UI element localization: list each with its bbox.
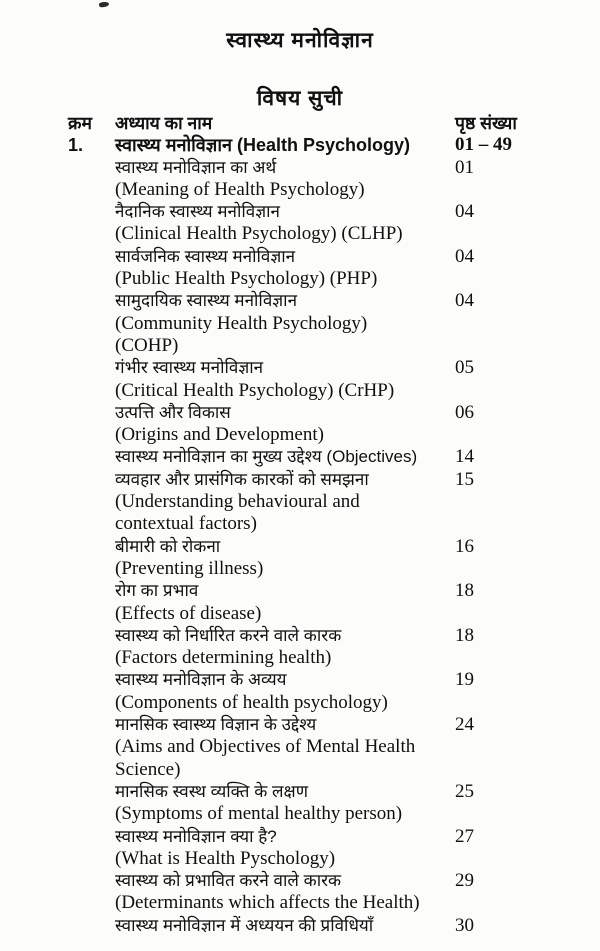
- toc-entry-page: 18: [455, 580, 474, 602]
- toc-entry: [0, 781, 600, 803]
- toc-heading: विषय सुची: [256, 87, 344, 110]
- toc-entry-text: स्वास्थ्य मनोविज्ञान क्या है?: [115, 826, 277, 846]
- toc-entry: [0, 892, 600, 914]
- chapter-row: [0, 134, 600, 156]
- toc-entry-text: (What is Health Pyschology): [115, 847, 336, 869]
- toc-entry-text: (Factors determining health): [115, 647, 332, 669]
- toc-entry-page: 19: [455, 669, 474, 691]
- toc-entry-page: 15: [455, 468, 474, 490]
- toc-entry-page: 24: [455, 714, 474, 736]
- toc-entry: [0, 848, 600, 870]
- toc-entry-page: 04: [455, 201, 474, 223]
- toc-entry: [0, 647, 600, 669]
- toc-entry: [0, 491, 600, 513]
- toc-entry-page: 01: [455, 156, 474, 178]
- toc-entry: [0, 536, 600, 558]
- toc-entry: [0, 513, 600, 535]
- toc-entry-text: स्वास्थ्य मनोविज्ञान का अर्थ: [115, 157, 277, 177]
- toc-entry-page: 14: [455, 446, 474, 468]
- toc-entry-text: सार्वजनिक स्वास्थ्य मनोविज्ञान: [115, 246, 296, 266]
- toc-entry: [0, 268, 600, 290]
- toc-entry-page: 04: [455, 245, 474, 267]
- toc-entry-text: स्वास्थ्य मनोविज्ञान का मुख्य उद्देश्य (Objectives): [115, 447, 418, 467]
- toc-entry-text: (Preventing illness): [115, 557, 264, 579]
- toc-entry-text: (Understanding behavioural and: [115, 491, 360, 513]
- toc-entry-text: सामुदायिक स्वास्थ्य मनोविज्ञान: [115, 291, 298, 311]
- toc-entry-text: उत्पत्ति और विकास: [115, 402, 231, 422]
- toc-entry-text: स्वास्थ्य मनोविज्ञान के अव्यय: [115, 670, 287, 690]
- chapter-title: स्वास्थ्य मनोविज्ञान (Health Psychology): [115, 135, 411, 156]
- toc-entry-text: स्वास्थ्य को निर्धारित करने वाले कारक: [115, 625, 342, 645]
- toc-entry-page: 16: [455, 535, 474, 557]
- toc-entry: [0, 157, 600, 179]
- toc-entry: [0, 736, 600, 758]
- toc-entry: [0, 558, 600, 580]
- toc-entry-text: रोग का प्रभाव: [115, 581, 199, 601]
- header-chapter-name: अध्याय का नाम: [115, 113, 213, 133]
- toc-entry-text: मानसिक स्वस्थ व्यक्ति के लक्षण: [115, 781, 308, 801]
- toc-entry-text: (Community Health Psychology): [115, 312, 368, 334]
- toc-entry-page: 06: [455, 401, 474, 423]
- toc-entry: [0, 870, 600, 892]
- header-serial: क्रम: [68, 113, 92, 133]
- toc-entry-text: स्वास्थ्य मनोविज्ञान में अध्ययन की प्रविधियाँ: [115, 915, 374, 935]
- toc-entry-text: गंभीर स्वास्थ्य मनोविज्ञान: [115, 358, 264, 378]
- toc-entry-page: 30: [455, 914, 474, 936]
- toc-entry-page: 29: [455, 870, 474, 892]
- toc-entry: [0, 469, 600, 491]
- toc-entry-text: (Aims and Objectives of Mental Health: [115, 736, 416, 758]
- toc-entry: [0, 826, 600, 848]
- chapter-page-range: 01 – 49: [455, 134, 512, 156]
- toc-entry: [0, 402, 600, 424]
- toc-entry-text: (Components of health psychology): [115, 691, 388, 713]
- toc-entry-text: contextual factors): [115, 513, 257, 535]
- page-title: स्वास्थ्य मनोविज्ञान: [226, 29, 374, 52]
- header-page-number: पृष्ठ संख्या: [455, 113, 517, 133]
- toc-entry: [0, 603, 600, 625]
- table-of-contents: [0, 112, 600, 937]
- toc-entry-text: (Public Health Psychology) (PHP): [115, 268, 378, 290]
- toc-entry: [0, 692, 600, 714]
- toc-entry: [0, 201, 600, 223]
- toc-entry-text: Science): [115, 758, 181, 780]
- toc-entry-text: (Clinical Health Psychology) (CLHP): [115, 223, 403, 245]
- toc-entry-page: 04: [455, 290, 474, 312]
- toc-entry-text: नैदानिक स्वास्थ्य मनोविज्ञान: [115, 202, 280, 222]
- toc-entry-page: 25: [455, 780, 474, 802]
- toc-entry: [0, 424, 600, 446]
- toc-entry-text: स्वास्थ्य को प्रभावित करने वाले कारक: [115, 871, 342, 891]
- toc-entry-text: (Critical Health Psychology) (CrHP): [115, 379, 395, 401]
- toc-entry: [0, 380, 600, 402]
- toc-entry-text: (Symptoms of mental healthy person): [115, 803, 403, 825]
- toc-entry: [0, 759, 600, 781]
- toc-entries: [0, 157, 600, 937]
- toc-entry-text: (Origins and Development): [115, 424, 324, 446]
- toc-entry-text: व्यवहार और प्रासंगिक कारकों को समझना: [115, 469, 369, 489]
- toc-entry: [0, 357, 600, 379]
- toc-entry-text: (Determinants which affects the Health): [115, 892, 420, 914]
- toc-entry-text: बीमारी को रोकना: [115, 536, 221, 556]
- toc-entry: [0, 915, 600, 937]
- toc-entry-page: 18: [455, 624, 474, 646]
- toc-entry-text: मानसिक स्वास्थ्य विज्ञान के उद्देश्य: [115, 715, 317, 735]
- toc-entry: [0, 246, 600, 268]
- toc-entry-text: (Meaning of Health Psychology): [115, 178, 365, 200]
- toc-entry-page: 27: [455, 825, 474, 847]
- toc-entry: [0, 580, 600, 602]
- chapter-serial: 1.: [68, 135, 84, 156]
- toc-entry: [0, 625, 600, 647]
- toc-entry: [0, 803, 600, 825]
- toc-entry-text: (COHP): [115, 334, 179, 356]
- toc-entry: [0, 313, 600, 335]
- toc-header-row: [0, 112, 600, 134]
- toc-entry: [0, 223, 600, 245]
- toc-entry: [0, 179, 600, 201]
- toc-entry: [0, 290, 600, 312]
- toc-entry: [0, 335, 600, 357]
- toc-entry-text: (Effects of disease): [115, 602, 262, 624]
- ink-speck: [99, 1, 110, 7]
- toc-entry: [0, 446, 600, 468]
- toc-entry-page: 05: [455, 357, 474, 379]
- toc-entry: [0, 669, 600, 691]
- toc-entry: [0, 714, 600, 736]
